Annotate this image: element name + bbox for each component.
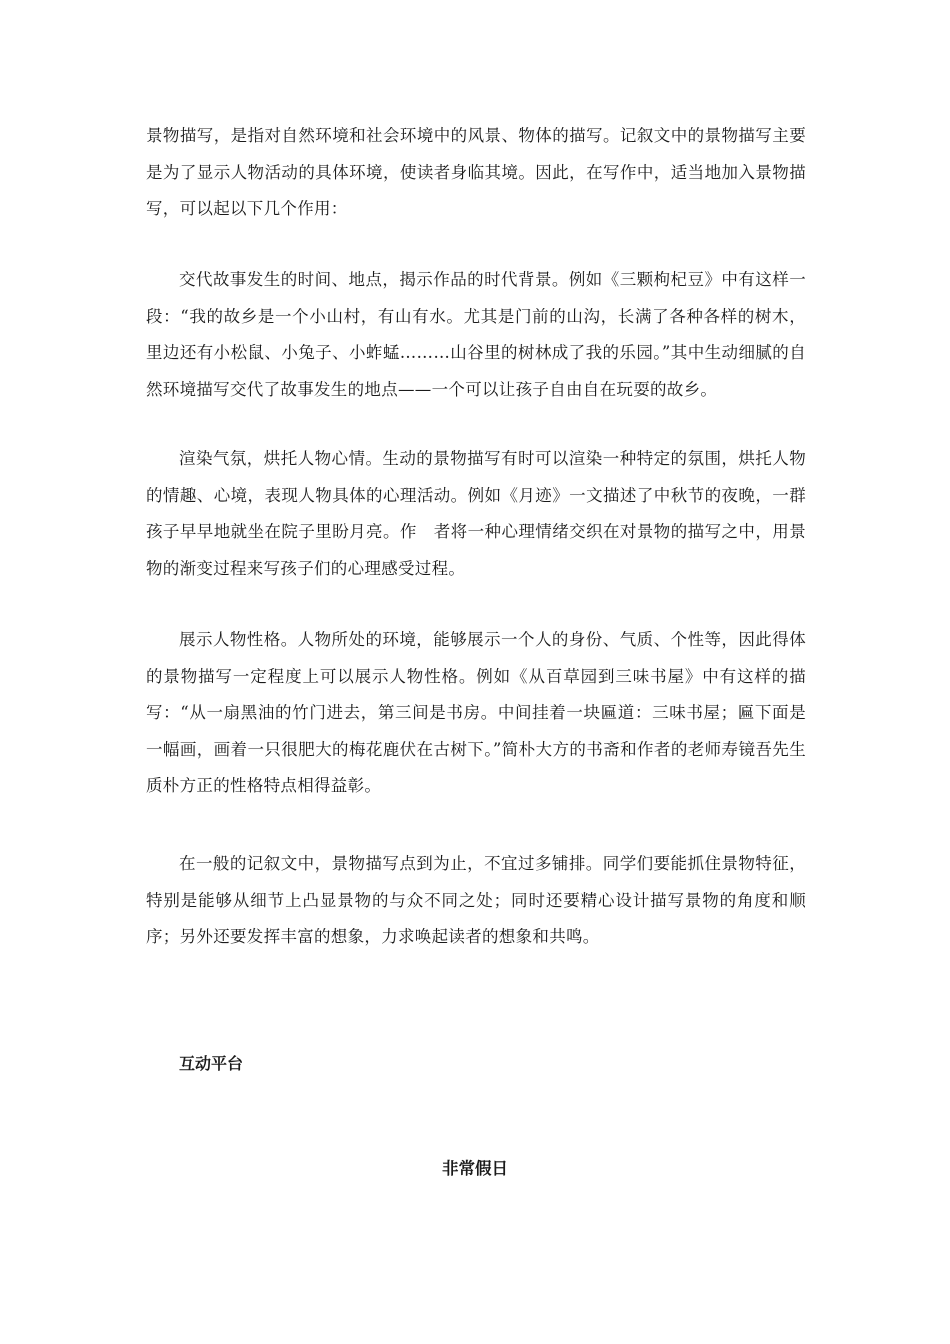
paragraph-character: 展示人物性格。人物所处的环境，能够展示一个人的身份、气质、个性等，因此得体的景物描写一定程度上可以展示人物性格。例如《从百草园到三味书屋》中有这样的描写：“从一扇黑油的竹门进去，第三间是书房。中间挂着一块匾道：三味书屋；匾下面是一幅画，画着一只很肥大的梅花鹿伏在古树下。”简朴大方的书斋和作者的老师寿镜吾先生质朴方正的性格特点相得益彰。 xyxy=(146,630,806,795)
paragraph-time-place: 交代故事发生的时间、地点，揭示作品的时代背景。例如《三颗枸杞豆》中有这样一段：“我的故乡是一个小山村，有山有水。尤其是门前的山沟，长满了各种各样的树木，里边还有小松鼠、小兔子、小蚱蜢………山谷里的树林成了我的乐园。”其中生动细腻的自然环境描写交代了故事发生的地点——一个可以让孩子自由自在玩耍的故乡。 xyxy=(146,270,806,399)
section-subtitle: 非常假日 xyxy=(442,1159,508,1178)
section-heading: 互动平台 xyxy=(179,1054,244,1073)
paragraph-summary: 在一般的记叙文中，景物描写点到为止，不宜过多铺排。同学们要能抓住景物特征，特别是能够从细节上凸显景物的与众不同之处；同时还要精心设计描写景物的角度和顺序；另外还要发挥丰富的想象，力求唤起读者的想象和共鸣。 xyxy=(146,854,806,946)
paragraph-atmosphere: 渲染气氛，烘托人物心情。生动的景物描写有时可以渲染一种特定的氛围，烘托人物的情趣、心境，表现人物具体的心理活动。例如《月迹》一文描述了中秋节的夜晚，一群孩子早早地就坐在院子里盼月亮。作 者将一种心理情绪交织在对景物的描写之中，用景物的渐变过程来写孩子们的心理感受过程。 xyxy=(146,449,806,578)
paragraph-intro: 景物描写，是指对自然环境和社会环境中的风景、物体的描写。记叙文中的景物描写主要是为了显示人物活动的具体环境，使读者身临其境。因此，在写作中，适当地加入景物描写，可以起以下几个作用： xyxy=(146,126,806,218)
